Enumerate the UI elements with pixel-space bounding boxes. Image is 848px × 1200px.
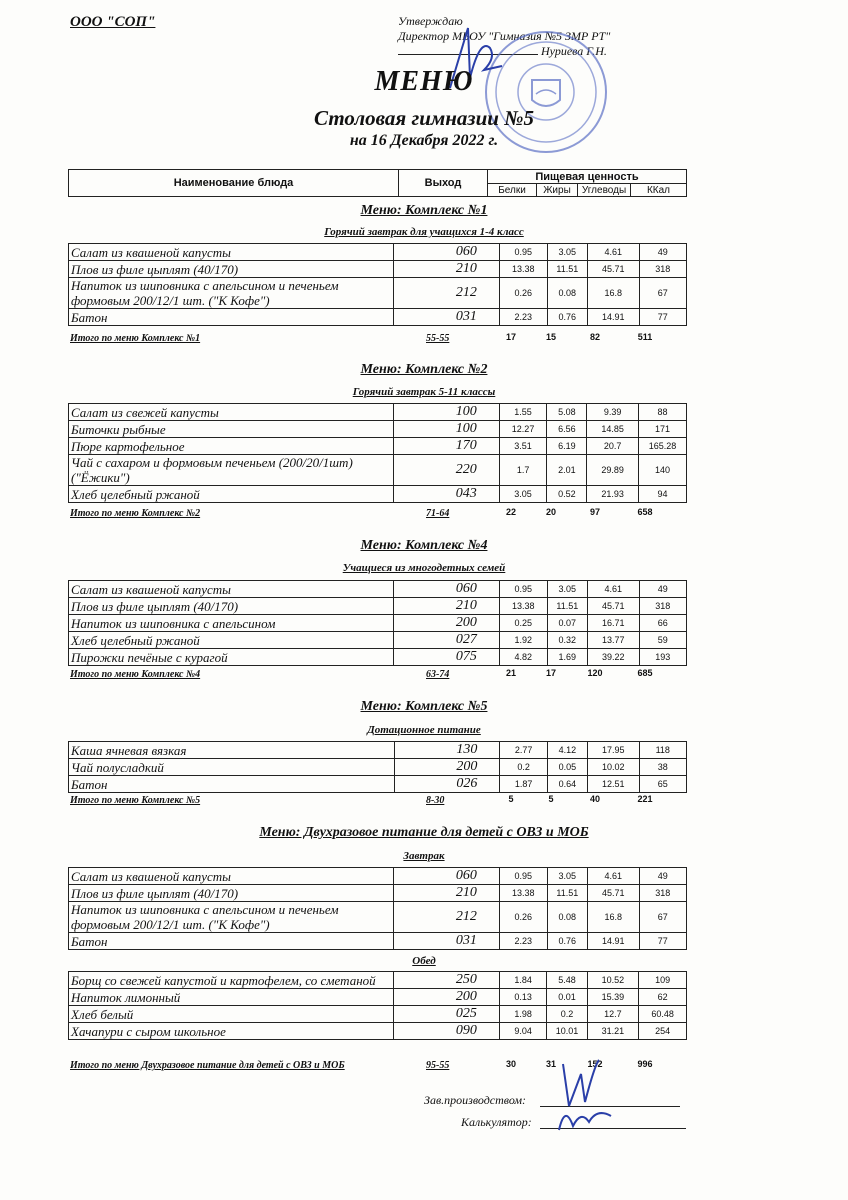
total-label: Итого по меню Комплекс №2 (70, 508, 201, 519)
table-row (69, 759, 687, 776)
dish-kcal: 38 (639, 759, 686, 776)
dish-carbs: 16.8 (587, 902, 639, 933)
dish-carbs: 12.51 (587, 776, 639, 793)
dish-output: 060 (394, 581, 500, 598)
dish-fat: 0.2 (547, 1006, 587, 1023)
dish-kcal: 109 (639, 972, 687, 989)
dish-protein: 4.82 (499, 649, 547, 666)
total-output: 63-74 (426, 669, 450, 680)
dish-kcal: 49 (639, 581, 686, 598)
total-output: 8-30 (426, 795, 445, 806)
section-subtitle: Горячий завтрак 5-11 классы (352, 386, 496, 398)
total-carbs: 97 (589, 507, 600, 517)
dish-fat: 3.05 (547, 868, 587, 885)
section-subtitle: Дотационное питание (367, 724, 481, 736)
dish-protein: 0.95 (499, 244, 547, 261)
dish-output: 200 (394, 989, 499, 1006)
total-kcal: 685 (637, 668, 653, 678)
dish-name: Напиток лимонный (69, 989, 394, 1006)
table-row (69, 438, 687, 455)
dish-name: Плов из филе цыплят (40/170) (69, 885, 394, 902)
dish-protein: 2.77 (500, 742, 548, 759)
section-subtitle: Горячий завтрак для учащихся 1-4 класс (324, 226, 524, 238)
dish-name: Борщ со свежей капустой и картофелем, со сметаной (69, 972, 394, 989)
dish-kcal: 66 (639, 615, 686, 632)
dish-fat: 2.01 (547, 455, 587, 486)
dish-name: Биточки рыбные (69, 421, 394, 438)
dish-name: Салат из квашеной капусты (69, 581, 394, 598)
total-protein: 17 (505, 332, 516, 342)
dish-fat: 4.12 (547, 742, 587, 759)
total-fat: 17 (545, 668, 556, 678)
table-row (69, 486, 687, 503)
dish-name: Напиток из шиповника с апельсином и печеньем формовым 200/12/1 шт. ("К Кофе") (69, 278, 394, 309)
dish-protein: 0.95 (499, 868, 547, 885)
total-carbs: 152 (587, 1059, 603, 1069)
table-row (69, 278, 687, 309)
dish-kcal: 94 (638, 486, 686, 503)
dish-protein: 13.38 (499, 598, 547, 615)
dish-protein: 13.38 (499, 885, 547, 902)
dish-fat: 0.08 (547, 278, 587, 309)
dish-name: Хлеб целебный ржаной (69, 486, 394, 503)
dish-protein: 2.23 (499, 309, 547, 326)
dish-carbs: 10.52 (587, 972, 639, 989)
table-row (69, 868, 687, 885)
table-row (69, 885, 687, 902)
dish-carbs: 4.61 (587, 868, 639, 885)
section-title: Меню: Комплекс №5 (360, 699, 488, 714)
dish-name: Чай полусладкий (69, 759, 395, 776)
dish-name: Хачапури с сыром школьное (69, 1023, 394, 1040)
dish-protein: 0.26 (499, 278, 547, 309)
table-row (69, 989, 687, 1006)
dish-kcal: 59 (639, 632, 686, 649)
approval-line-3: Нуриева Г.Н. (541, 44, 607, 58)
dish-fat: 10.01 (547, 1023, 587, 1040)
dish-name: Каша ячневая вязкая (69, 742, 395, 759)
table-row (69, 632, 687, 649)
dish-carbs: 45.71 (587, 598, 639, 615)
dish-carbs: 45.71 (587, 261, 639, 278)
total-output: 55-55 (426, 333, 450, 344)
dish-output: 200 (394, 615, 500, 632)
total-fat: 15 (545, 332, 556, 342)
page-title: МЕНЮ (374, 66, 474, 97)
dish-output: 250 (394, 972, 499, 989)
total-fat: 5 (548, 794, 554, 804)
dish-carbs: 17.95 (587, 742, 639, 759)
total-label: Итого по меню Двухразовое питание для детей с ОВЗ и МОБ (70, 1060, 345, 1071)
dish-carbs: 31.21 (587, 1023, 639, 1040)
total-label: Итого по меню Комплекс №4 (70, 669, 201, 680)
table-row (69, 309, 687, 326)
total-row (68, 333, 687, 347)
menu-table (68, 403, 687, 503)
col-output-header: Выход (399, 170, 488, 197)
dish-kcal: 62 (639, 989, 687, 1006)
total-carbs: 120 (587, 668, 603, 678)
dish-name: Батон (69, 776, 395, 793)
dish-carbs: 29.89 (587, 455, 639, 486)
dish-fat: 0.05 (547, 759, 587, 776)
table-row (69, 421, 687, 438)
dish-output: 212 (394, 902, 500, 933)
dish-output: 025 (394, 1006, 499, 1023)
table-row (69, 404, 687, 421)
section-title: Меню: Комплекс №4 (360, 538, 488, 553)
col-protein-header: Белки (488, 184, 537, 197)
section-title: Меню: Двухразовое питание для детей с ОВЗ и МОБ (259, 825, 589, 840)
total-label: Итого по меню Комплекс №1 (70, 333, 201, 344)
dish-protein: 1.7 (499, 455, 547, 486)
total-carbs: 82 (589, 332, 600, 342)
dish-fat: 0.64 (547, 776, 587, 793)
section-subtitle: Обед (412, 955, 436, 967)
total-protein: 30 (505, 1059, 516, 1069)
dish-carbs: 14.85 (587, 421, 639, 438)
dish-protein: 9.04 (499, 1023, 547, 1040)
col-kcal-header: ККал (631, 184, 687, 197)
dish-fat: 0.01 (547, 989, 587, 1006)
dish-carbs: 9.39 (587, 404, 639, 421)
dish-name: Салат из квашеной капусты (69, 244, 394, 261)
dish-carbs: 21.93 (587, 486, 639, 503)
dish-output: 090 (394, 1023, 499, 1040)
dish-name: Хлеб белый (69, 1006, 394, 1023)
dish-output: 220 (394, 455, 499, 486)
table-row (69, 598, 687, 615)
dish-name: Пюре картофельное (69, 438, 394, 455)
section-title: Меню: Комплекс №2 (360, 362, 488, 377)
dish-carbs: 16.8 (587, 278, 639, 309)
dish-kcal: 118 (639, 742, 686, 759)
dish-fat: 6.19 (547, 438, 587, 455)
dish-carbs: 4.61 (587, 581, 639, 598)
table-row (69, 649, 687, 666)
organization-name: ООО "СОП" (70, 14, 156, 30)
dish-fat: 0.32 (547, 632, 587, 649)
dish-fat: 5.08 (547, 404, 587, 421)
dish-kcal: 165.28 (638, 438, 686, 455)
dish-kcal: 77 (639, 309, 686, 326)
total-row (68, 669, 687, 683)
col-fat-header: Жиры (537, 184, 578, 197)
dish-output: 210 (394, 598, 500, 615)
dish-fat: 6.56 (547, 421, 587, 438)
dish-output: 026 (394, 776, 500, 793)
table-row (69, 455, 687, 486)
column-header-table (68, 169, 687, 197)
calculator-label: Калькулятор: (461, 1115, 532, 1129)
dish-carbs: 45.71 (587, 885, 639, 902)
dish-protein: 2.23 (499, 933, 547, 950)
table-row (69, 933, 687, 950)
dish-fat: 0.52 (547, 486, 587, 503)
dish-protein: 1.92 (499, 632, 547, 649)
dish-protein: 1.87 (500, 776, 548, 793)
dish-carbs: 12.7 (587, 1006, 639, 1023)
dish-name: Батон (69, 309, 394, 326)
dish-carbs: 16.71 (587, 615, 639, 632)
dish-carbs: 4.61 (587, 244, 639, 261)
dish-output: 100 (394, 404, 499, 421)
section-subtitle: Учащиеся из многодетных семей (342, 562, 506, 574)
calculator-signature-icon (555, 1100, 615, 1136)
manager-label: Зав.производством: (424, 1093, 527, 1107)
dish-kcal: 67 (639, 278, 686, 309)
dish-fat: 0.76 (547, 933, 587, 950)
menu-table (68, 971, 687, 1040)
menu-table (68, 867, 687, 950)
menu-table (68, 580, 687, 666)
table-row (69, 742, 687, 759)
dish-fat: 11.51 (547, 598, 587, 615)
menu-table (68, 741, 687, 793)
dish-output: 043 (394, 486, 499, 503)
dish-kcal: 88 (638, 404, 686, 421)
total-kcal: 511 (637, 332, 653, 342)
dish-protein: 3.05 (499, 486, 547, 503)
dish-output: 210 (394, 885, 500, 902)
dish-output: 060 (394, 244, 500, 261)
col-nutrition-header: Пищевая ценность (488, 170, 687, 184)
col-carbs-header: Углеводы (578, 184, 631, 197)
dish-protein: 13.38 (499, 261, 547, 278)
dish-protein: 0.2 (500, 759, 548, 776)
dish-kcal: 65 (639, 776, 686, 793)
menu-table (68, 243, 687, 326)
dish-output: 170 (394, 438, 499, 455)
dish-carbs: 13.77 (587, 632, 639, 649)
dish-kcal: 77 (639, 933, 686, 950)
dish-protein: 1.98 (499, 1006, 547, 1023)
dish-fat: 11.51 (547, 261, 587, 278)
dish-protein: 0.26 (499, 902, 547, 933)
approval-line-2: Директор МБОУ "Гимназия №5 ЗМР РТ" (398, 29, 611, 43)
dish-name: Салат из квашеной капусты (69, 868, 394, 885)
dish-output: 027 (394, 632, 500, 649)
dish-kcal: 318 (639, 261, 686, 278)
total-protein: 21 (505, 668, 516, 678)
dish-output: 130 (394, 742, 500, 759)
table-row (69, 1006, 687, 1023)
dish-fat: 1.69 (547, 649, 587, 666)
total-kcal: 221 (637, 794, 653, 804)
col-name-header: Наименование блюда (69, 170, 399, 197)
dish-kcal: 140 (638, 455, 686, 486)
dish-fat: 5.48 (547, 972, 587, 989)
dish-carbs: 39.22 (587, 649, 639, 666)
dish-output: 031 (394, 933, 500, 950)
total-label: Итого по меню Комплекс №5 (70, 795, 201, 806)
table-row (69, 972, 687, 989)
table-row (69, 581, 687, 598)
dish-carbs: 14.91 (587, 933, 639, 950)
dish-name: Плов из филе цыплят (40/170) (69, 598, 394, 615)
table-row (69, 261, 687, 278)
dish-protein: 0.13 (499, 989, 547, 1006)
dish-fat: 3.05 (547, 244, 587, 261)
table-row (69, 244, 687, 261)
dish-fat: 3.05 (547, 581, 587, 598)
section-subtitle: Завтрак (403, 850, 445, 862)
dish-protein: 12.27 (499, 421, 547, 438)
dish-kcal: 171 (638, 421, 686, 438)
dish-fat: 0.07 (547, 615, 587, 632)
dish-fat: 0.08 (547, 902, 587, 933)
total-output: 95-55 (426, 1060, 450, 1071)
dish-output: 031 (394, 309, 500, 326)
dish-fat: 11.51 (547, 885, 587, 902)
dish-protein: 0.95 (499, 581, 547, 598)
dish-kcal: 318 (639, 598, 686, 615)
dish-name: Хлеб целебный ржаной (69, 632, 394, 649)
dish-name: Салат из свежей капусты (69, 404, 394, 421)
dish-kcal: 49 (639, 868, 686, 885)
dish-protein: 1.84 (499, 972, 547, 989)
dish-name: Плов из филе цыплят (40/170) (69, 261, 394, 278)
table-row (69, 615, 687, 632)
table-row (69, 1023, 687, 1040)
dish-kcal: 318 (639, 885, 686, 902)
dish-name: Напиток из шиповника с апельсином и печеньем формовым 200/12/1 шт. ("К Кофе") (69, 902, 394, 933)
dish-output: 100 (394, 421, 499, 438)
dish-protein: 3.51 (499, 438, 547, 455)
dish-carbs: 20.7 (587, 438, 639, 455)
dish-kcal: 49 (639, 244, 686, 261)
total-fat: 20 (545, 507, 556, 517)
dish-output: 075 (394, 649, 500, 666)
total-kcal: 658 (637, 507, 653, 517)
total-row (68, 795, 687, 809)
approval-line-1: Утверждаю (398, 14, 463, 28)
dish-kcal: 254 (639, 1023, 687, 1040)
dish-fat: 0.76 (547, 309, 587, 326)
table-row (69, 902, 687, 933)
section-title: Меню: Комплекс №1 (360, 203, 488, 218)
dish-output: 060 (394, 868, 500, 885)
dish-output: 200 (394, 759, 500, 776)
total-protein: 22 (505, 507, 516, 517)
total-row (68, 508, 687, 522)
total-carbs: 40 (589, 794, 600, 804)
total-protein: 5 (508, 794, 514, 804)
dish-name: Пирожки печёные с курагой (69, 649, 394, 666)
page-subtitle: Столовая гимназии №5 (314, 106, 534, 130)
dish-protein: 0.25 (499, 615, 547, 632)
total-kcal: 996 (637, 1059, 653, 1069)
dish-kcal: 60.48 (639, 1006, 687, 1023)
dish-carbs: 15.39 (587, 989, 639, 1006)
dish-kcal: 67 (639, 902, 686, 933)
dish-name: Напиток из шиповника с апельсином (69, 615, 394, 632)
total-output: 71-64 (426, 508, 450, 519)
dish-carbs: 14.91 (587, 309, 639, 326)
dish-name: Чай с сахаром и формовым печеньем (200/20/1шт) ("Ёжики") (69, 455, 394, 486)
menu-date: на 16 Декабря 2022 г. (349, 132, 499, 149)
dish-name: Батон (69, 933, 394, 950)
dish-protein: 1.55 (499, 404, 547, 421)
dish-kcal: 193 (639, 649, 686, 666)
dish-carbs: 10.02 (587, 759, 639, 776)
table-row (69, 776, 687, 793)
total-fat: 31 (545, 1059, 556, 1069)
dish-output: 212 (394, 278, 500, 309)
dish-output: 210 (394, 261, 500, 278)
